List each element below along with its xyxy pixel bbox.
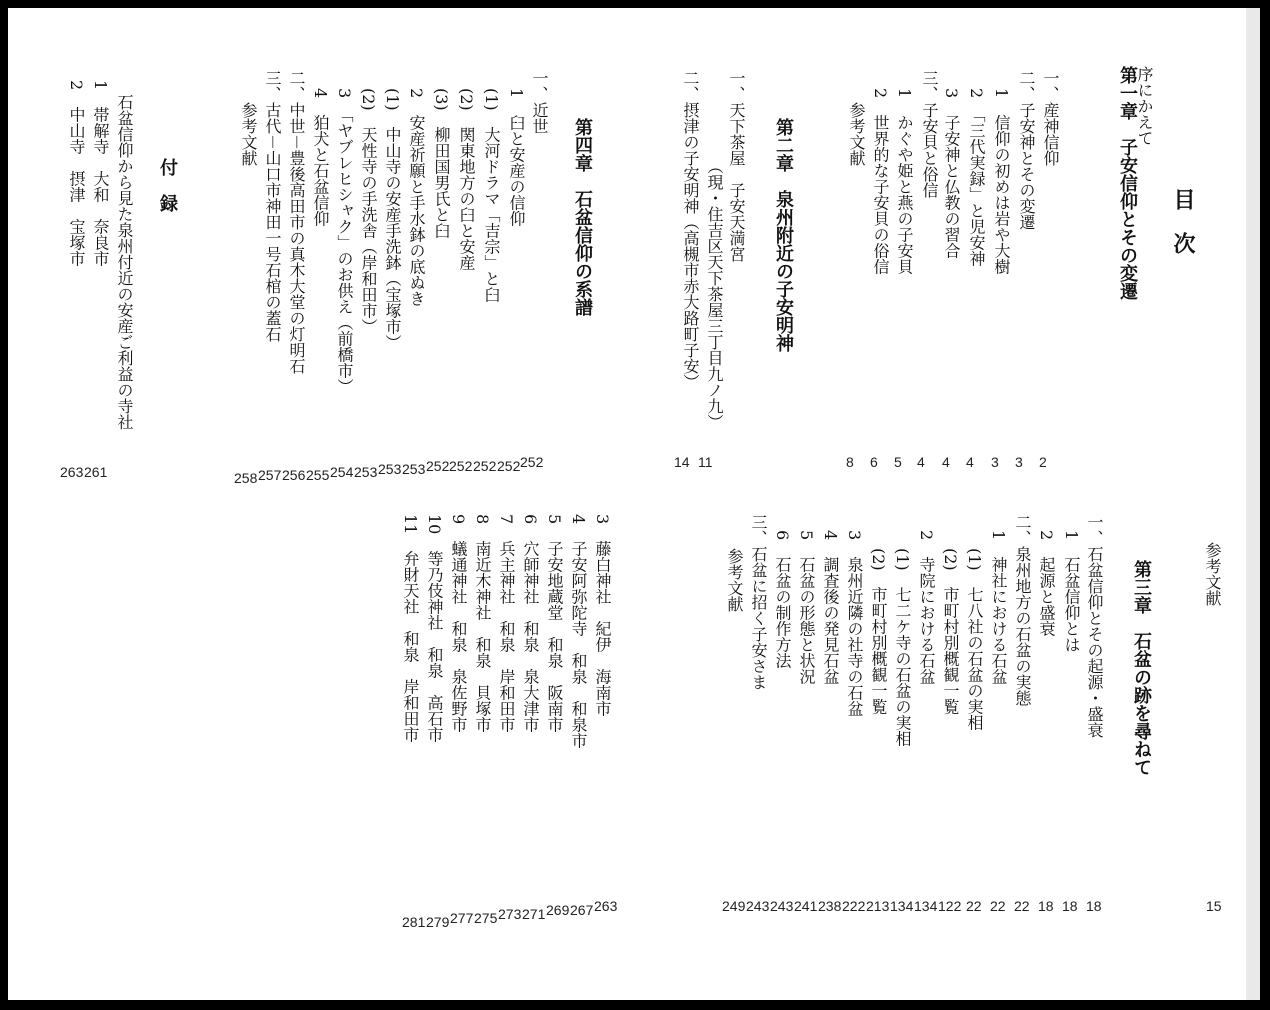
page-number: 3 bbox=[1015, 454, 1023, 470]
toc-entry: 3 「ヤブレヒシャク」のお供え（前橋市） bbox=[335, 88, 354, 395]
preface-label: 序にかえて bbox=[1135, 66, 1154, 146]
page-number: 243 bbox=[746, 898, 770, 914]
page-number: 275 bbox=[474, 910, 498, 926]
page-number: 238 bbox=[818, 898, 842, 914]
page-number: 213 bbox=[866, 898, 890, 914]
page-number: 252 bbox=[426, 458, 450, 474]
toc-entry: 三、石盆に招く子安さま bbox=[749, 514, 768, 690]
toc-entry: 9 蟻通神社 和泉 泉佐野市 bbox=[449, 514, 468, 733]
page-number: 254 bbox=[330, 464, 354, 480]
page-number: 252 bbox=[497, 458, 521, 474]
toc-entry: 6 石盆の制作方法 bbox=[773, 530, 792, 669]
page-title: 目 次 bbox=[1170, 188, 1196, 254]
toc-entry: 一、近世 bbox=[530, 70, 549, 134]
toc-entry: 3 藤白神社 紀伊 海南市 bbox=[593, 514, 612, 717]
page-number: 4 bbox=[917, 454, 925, 470]
page-number: 6 bbox=[870, 454, 878, 470]
page-number: 249 bbox=[722, 898, 746, 914]
chapter-heading: 第四章 石盆信仰の系譜 bbox=[572, 118, 593, 316]
toc-entry: (1) 大河ドラマ「吉宗」と臼 bbox=[482, 88, 501, 303]
page-number: 252 bbox=[473, 458, 497, 474]
page-number: 122 bbox=[938, 898, 962, 914]
book-page bbox=[8, 8, 1260, 1000]
page-number: 5 bbox=[894, 454, 902, 470]
toc-entry: 参考文献 bbox=[239, 102, 258, 166]
chapter-heading: 第三章 石盆の跡を尋ねて bbox=[1131, 560, 1152, 776]
chapter-heading: 第二章 泉州附近の子安明神 bbox=[773, 118, 794, 352]
page-number: 14 bbox=[674, 454, 690, 470]
page-number: 134 bbox=[914, 898, 938, 914]
toc-entry: 1 神社における石盆 bbox=[989, 530, 1008, 685]
toc-entry: 6 穴師神社 和泉 泉大津市 bbox=[521, 514, 540, 733]
page-number: 8 bbox=[846, 454, 854, 470]
toc-entry: 二、子安神とその変遷 bbox=[1017, 70, 1036, 230]
toc-entry: 4 子安阿弥陀寺 和泉 和泉市 bbox=[569, 514, 588, 749]
page-number: 279 bbox=[426, 914, 450, 930]
page-number: 255 bbox=[306, 467, 330, 483]
page-number: 22 bbox=[966, 898, 982, 914]
toc-entry: 2 安産祈願と手水鉢の底ぬき bbox=[407, 88, 426, 307]
page-edge bbox=[1246, 8, 1260, 1000]
page-number: 4 bbox=[942, 454, 950, 470]
page-number: 267 bbox=[570, 902, 594, 918]
page-number: 11 bbox=[698, 454, 713, 470]
toc-entry: 4 狛犬と石盆信仰 bbox=[311, 88, 330, 227]
page-number: 277 bbox=[450, 910, 474, 926]
toc-entry: 5 石盆の形態と状況 bbox=[797, 530, 816, 685]
toc-entry: 1 石盆信仰とは bbox=[1062, 530, 1081, 653]
toc-entry: （現・住吉区天下茶屋三丁目九ノ九） bbox=[705, 158, 724, 430]
chapter-heading: 第一章 子安信仰とその変遷 bbox=[1117, 66, 1138, 300]
toc-entry: 3 泉州近隣の社寺の石盆 bbox=[845, 530, 864, 717]
page-number: 269 bbox=[546, 902, 570, 918]
toc-entry: 三、古代－山口市神田一号石棺の蓋石 bbox=[263, 70, 282, 343]
toc-entry: 1 かぐや姫と燕の子安貝 bbox=[895, 88, 914, 275]
page-number: 243 bbox=[770, 898, 794, 914]
toc-entry: 石盆信仰から見た泉州付近の安産ご利益の寺社 bbox=[115, 94, 134, 430]
toc-entry: 3 子安神と仏教の習合 bbox=[942, 88, 961, 259]
page-number: 22 bbox=[990, 898, 1006, 914]
page-number: 273 bbox=[498, 906, 522, 922]
toc-entry: 一、石盆信仰とその起源・盛衰 bbox=[1085, 514, 1104, 738]
page-number: 271 bbox=[522, 906, 546, 922]
page-number: 252 bbox=[449, 458, 473, 474]
toc-entry: (3) 柳田国男氏と臼 bbox=[432, 88, 451, 239]
page-number: 241 bbox=[794, 898, 818, 914]
page-number: 258 bbox=[234, 470, 258, 486]
toc-entry: 参考文献 bbox=[847, 102, 866, 166]
page-number: 281 bbox=[402, 914, 426, 930]
toc-entry: 2 世界的な子安貝の俗信 bbox=[871, 88, 890, 275]
toc-entry: 11 弁財天社 和泉 岸和田市 bbox=[401, 514, 420, 743]
page-number: 256 bbox=[282, 467, 306, 483]
page-number: 15 bbox=[1206, 898, 1222, 914]
toc-entry: 1 帯解寺 大和 奈良市 bbox=[91, 80, 110, 267]
page-number: 134 bbox=[890, 898, 914, 914]
page-number: 18 bbox=[1038, 898, 1054, 914]
toc-entry: 5 子安地蔵堂 和泉 阪南市 bbox=[545, 514, 564, 733]
toc-entry: (2) 市町村別概観一覧 bbox=[869, 548, 888, 715]
toc-entry: 二、摂津の子安明神（高槻市赤大路町子安） bbox=[681, 70, 700, 390]
page-number: 253 bbox=[378, 461, 402, 477]
page-number: 2 bbox=[1039, 454, 1047, 470]
toc-entry: 2 起源と盛衰 bbox=[1037, 530, 1056, 637]
page-number: 263 bbox=[60, 464, 84, 480]
page-number: 18 bbox=[1086, 898, 1102, 914]
toc-entry: 三、子安貝と俗信 bbox=[920, 70, 939, 198]
page-number: 4 bbox=[966, 454, 974, 470]
toc-entry: 2 「三代実録」と児安神 bbox=[967, 88, 986, 267]
toc-entry: 7 兵主神社 和泉 岸和田市 bbox=[497, 514, 516, 733]
toc-entry: (1) 七二ケ寺の石盆の実相 bbox=[893, 548, 912, 747]
toc-entry: 8 南近木神社 和泉 貝塚市 bbox=[473, 514, 492, 733]
toc-entry: (1) 七八社の石盆の実相 bbox=[965, 548, 984, 731]
page-number: 3 bbox=[991, 454, 999, 470]
toc-entry: 一、産神信仰 bbox=[1041, 70, 1060, 166]
toc-entry: 2 中山寺 摂津 宝塚市 bbox=[67, 80, 86, 267]
toc-entry: (1) 中山寺の安産手洗鉢（宝塚市） bbox=[383, 88, 402, 351]
toc-entry: 二、中世－豊後高田市の真木大堂の灯明石 bbox=[287, 70, 306, 375]
toc-entry: 一、天下茶屋 子安天満宮 bbox=[727, 70, 746, 262]
toc-entry: 10 等乃伎神社 和泉 高石市 bbox=[425, 514, 444, 743]
toc-entry: 1 信仰の初めは岩や大樹 bbox=[992, 88, 1011, 275]
page-number: 253 bbox=[354, 464, 378, 480]
toc-entry: (2) 市町村別概観一覧 bbox=[941, 548, 960, 715]
page-number: 18 bbox=[1062, 898, 1078, 914]
page-number: 261 bbox=[84, 464, 108, 480]
page-number: 263 bbox=[594, 898, 618, 914]
toc-entry: 2 寺院における石盆 bbox=[917, 530, 936, 685]
toc-entry: (2) 関東地方の臼と安産 bbox=[457, 88, 476, 271]
page-number: 222 bbox=[842, 898, 866, 914]
page-number: 252 bbox=[520, 454, 544, 470]
toc-entry: 1 臼と安産の信仰 bbox=[507, 88, 526, 227]
toc-entry: 参考文献 bbox=[725, 548, 744, 612]
page-number: 22 bbox=[1014, 898, 1030, 914]
toc-entry: (2) 天性寺の手洗舎（岸和田市） bbox=[359, 88, 378, 335]
toc-entry: 二、泉州地方の石盆の実態 bbox=[1013, 514, 1032, 706]
toc-entry: 参考文献 bbox=[1203, 542, 1222, 606]
page-number: 253 bbox=[402, 461, 426, 477]
toc-entry: 4 調査後の発見石盆 bbox=[821, 530, 840, 685]
page-number: 257 bbox=[258, 467, 282, 483]
chapter-heading: 付 録 bbox=[157, 158, 178, 212]
